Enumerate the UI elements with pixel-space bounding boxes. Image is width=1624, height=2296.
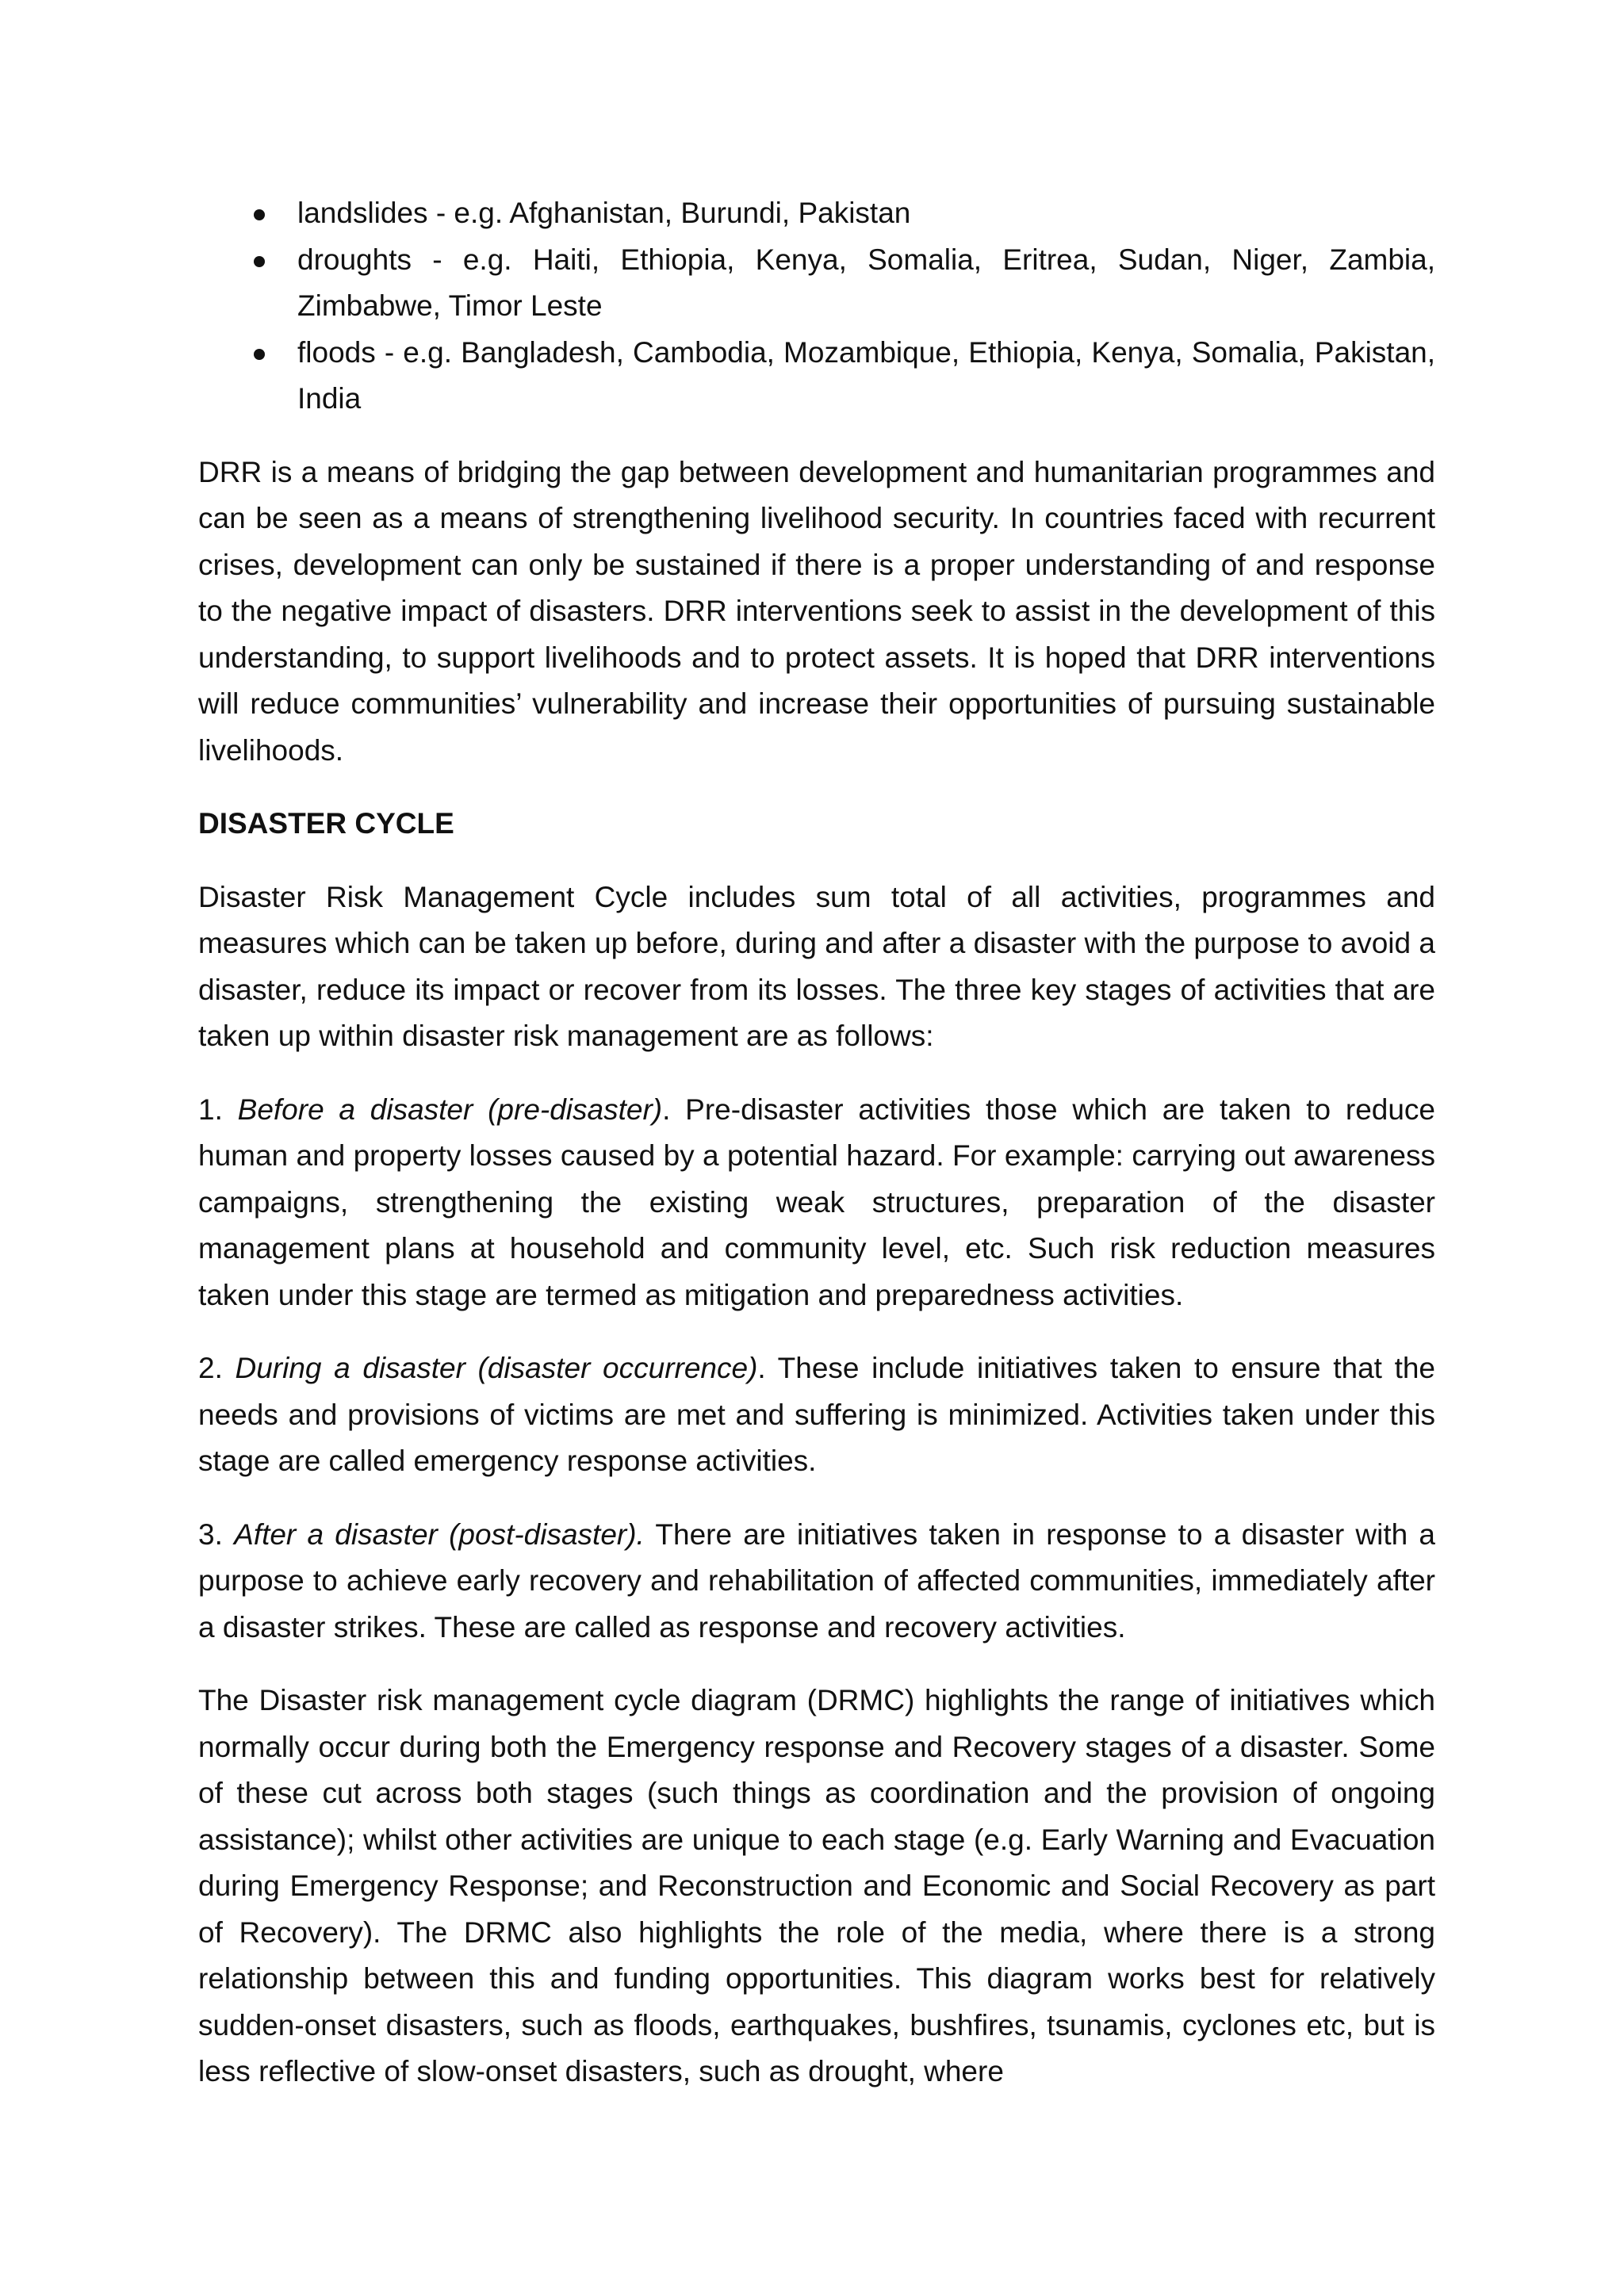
list-item-text: droughts - e.g. Haiti, Ethiopia, Kenya, Somalia, Eritrea, Sudan, Niger, Zambia, Zimbabwe, Timor Leste: [297, 243, 1435, 322]
stage-number: 2.: [198, 1352, 236, 1384]
stage-title: Before a disaster (pre-disaster): [237, 1093, 663, 1126]
stage-paragraph-after: [198, 1512, 1435, 1651]
section-heading: DISASTER CYCLE: [198, 807, 454, 840]
bullet-dot-icon: [254, 349, 265, 360]
drr-paragraph: DRR is a means of bridging the gap between development and humanitarian programmes and can be seen as a means of strengthening livelihood security. In countries faced with recurrent crises, development can only be sustained if there is a proper understanding of and response to the negative impact of disasters. DRR interventions seek to assist in the development of this understanding, to support livelihoods and to protect assets. It is hoped that DRR interventions will reduce communities’ vulnerability and increase their opportunities of pursuing sustainable livelihoods.: [198, 455, 1435, 767]
stage-paragraph-during: [198, 1345, 1435, 1485]
document-page: [198, 190, 1435, 2122]
stage-body: . Pre-disaster activities those which are taken to reduce human and property losses caused by a potential hazard. For example: carrying out awareness campaigns, strengthening the existing weak structures, preparation of the disaster management plans at household and community level, etc. Such risk reduction measures taken under this stage are termed as mitigation and preparedness activities.: [198, 1093, 1436, 1311]
stage-title: After a disaster (post-disaster).: [234, 1517, 645, 1551]
stage-number: 3.: [198, 1517, 235, 1551]
list-item: [198, 237, 1435, 330]
stage-number: 1.: [198, 1093, 238, 1126]
list-item: [198, 190, 1435, 237]
list-item-text: floods - e.g. Bangladesh, Cambodia, Mozambique, Ethiopia, Kenya, Somalia, Pakistan, India: [297, 335, 1435, 415]
country-hazard-list: [198, 190, 1435, 423]
drmc-paragraph: The Disaster risk management cycle diagram (DRMC) highlights the range of initiatives which normally occur during both the Emergency response and Recovery stages of a disaster. Some of these cut across both stages (such things as coordination and the provision of ongoing assistance); whilst other activities are unique to each stage (e.g. Early Warning and Evacuation during Emergency Response; and Reconstruction and Economic and Social Recovery as part of Recovery). The DRMC also highlights the role of the media, where there is a strong relationship between this and funding opportunities. This diagram works best for relatively sudden-onset disasters, such as floods, earthquakes, bushfires, tsunamis, cyclones etc, but is less reflective of slow-onset disasters, such as drought, where: [198, 1684, 1435, 2087]
bullet-dot-icon: [254, 209, 265, 220]
list-item-text: landslides - e.g. Afghanistan, Burundi, Pakistan: [297, 197, 911, 229]
bullet-dot-icon: [254, 256, 265, 267]
stage-title: During a disaster (disaster occurrence): [235, 1352, 758, 1384]
stage-paragraph-before: [198, 1087, 1435, 1319]
stage-body: . These include initiatives taken to ensure that the needs and provisions of victims are met and suffering is minimized. Activities taken under this stage are called emergency response activities.: [198, 1352, 1436, 1477]
cycle-intro-paragraph: Disaster Risk Management Cycle includes sum total of all activities, programmes and measures which can be taken up before, during and after a disaster with the purpose to avoid a disaster, reduce its impact or recover from its losses. The three key stages of activities that are taken up within disaster risk management are as follows:: [198, 880, 1435, 1052]
list-item: [198, 330, 1435, 423]
stage-body: There are initiatives taken in response to a disaster with a purpose to achieve early recovery and rehabilitation of affected communities, immediately after a disaster strikes. These are called as response and recovery activities.: [198, 1517, 1436, 1644]
